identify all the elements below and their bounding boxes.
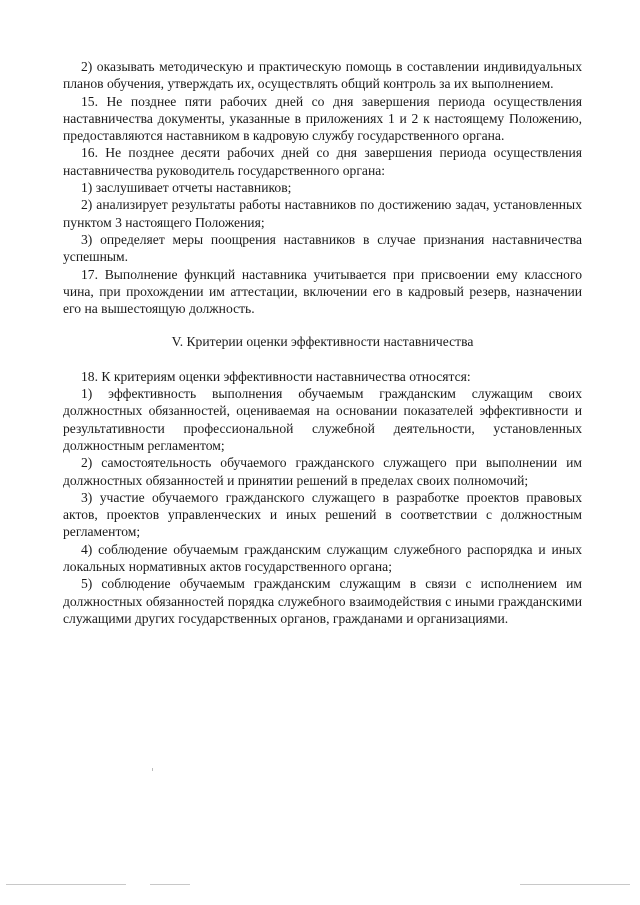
paragraph: 5) соблюдение обучаемым гражданским служащим в связи с исполнением им должностных обязанностей порядка служебного взаимодействия с иными гражданскими служащими других государственных органов, гражданами и организациями.: [63, 576, 582, 626]
paragraph: 4) соблюдение обучаемым гражданским служащим служебного распорядка и иных локальных нормативных актов государственного органа;: [63, 541, 582, 575]
paragraph: 1) эффективность выполнения обучаемым гражданским служащим своих должностных обязанностей, оцениваемая на основании показателей эффективности и результативности профессиональной служебной деятельности, установленных должностным регламентом;: [63, 386, 582, 453]
scan-line: [150, 884, 190, 885]
paragraph: 1) заслушивает отчеты наставников;: [81, 180, 292, 196]
paragraph: 2) анализирует результаты работы наставников по достижению задач, установленных пунктом 3 настоящего Положения;: [63, 197, 582, 230]
paragraph: 3) участие обучаемого гражданского служащего в разработке проектов правовых актов, проектов управленческих и иных решений в соответствии с должностным регламентом;: [63, 489, 582, 540]
scan-line: [6, 884, 126, 885]
scan-speck: [152, 768, 153, 771]
paragraph: 15. Не позднее пяти рабочих дней со дня завершения периода осуществления наставничества документы, указанные в приложениях 1 и 2 к настоящему Положению, предоставляются наставником в кадровую службу государственного органа.: [63, 93, 582, 144]
paragraph: 2) оказывать методическую и практическую помощь в составлении индивидуальных планов обучения, утверждать их, осуществлять общий контроль за их выполнением.: [63, 59, 582, 92]
paragraph: 2) самостоятельность обучаемого гражданского служащего при выполнении им должностных обязанностей и принятии решений в пределах своих полномочий;: [63, 455, 582, 488]
paragraph: 16. Не позднее десяти рабочих дней со дня завершения периода осуществления наставничества руководитель государственного органа:: [63, 145, 582, 178]
paragraph: 3) определяет меры поощрения наставников в случае признания наставничества успешным.: [63, 231, 582, 265]
document-page: [63, 58, 582, 627]
paragraph: 17. Выполнение функций наставника учитывается при присвоении ему классного чина, при прохождении им аттестации, включении его в кадровый резерв, назначении его на вышестоящую должность.: [63, 266, 582, 317]
paragraph: 18. К критериям оценки эффективности наставничества относятся:: [81, 368, 471, 384]
scan-line: [520, 884, 630, 885]
section-heading: V. Критерии оценки эффективности наставничества: [171, 334, 474, 350]
